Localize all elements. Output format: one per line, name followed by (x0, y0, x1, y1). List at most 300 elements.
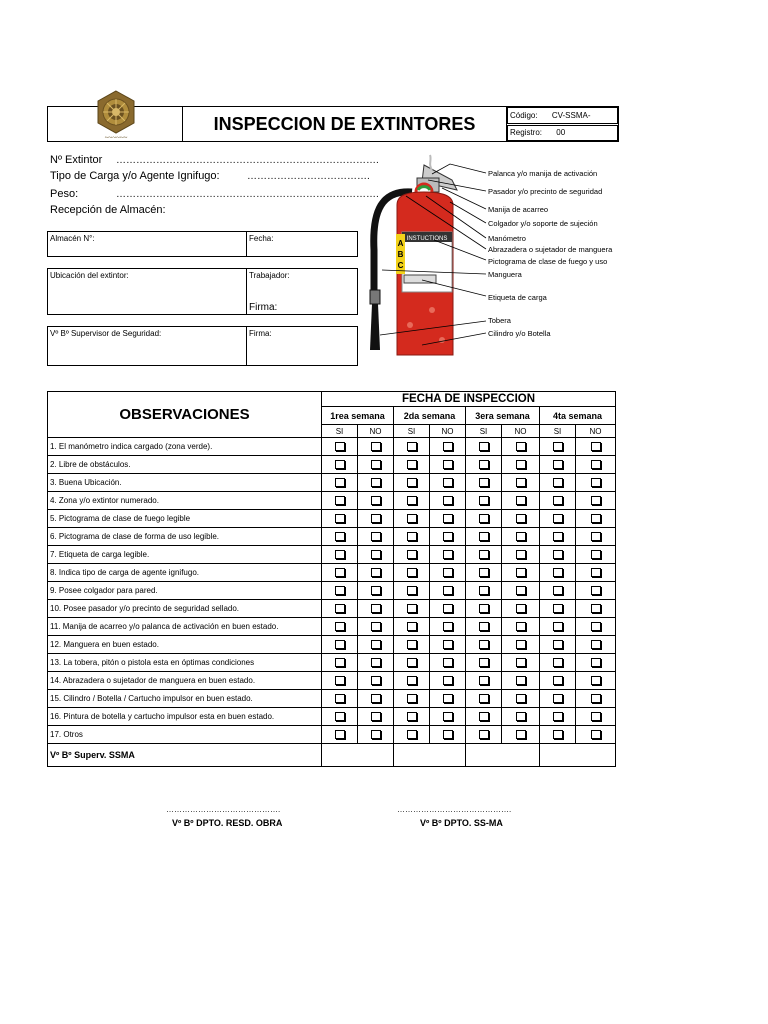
check-cell (576, 474, 616, 492)
fecha-label: Fecha: (249, 234, 274, 243)
firma-label: Firma: (249, 302, 278, 313)
check-cell (322, 474, 358, 492)
checkbox-icon[interactable] (516, 622, 526, 631)
checkbox-icon[interactable] (443, 604, 453, 613)
fecha-inspeccion-header: FECHA DE INSPECCION (322, 392, 616, 407)
signature-line-right[interactable]: ……………………………………. (397, 805, 512, 814)
checkbox-icon[interactable] (516, 694, 526, 703)
table-row (48, 672, 616, 690)
checkbox-icon[interactable] (591, 730, 601, 739)
check-cell (466, 492, 502, 510)
check-cell (430, 492, 466, 510)
checkbox-icon[interactable] (553, 658, 563, 667)
checkbox-icon[interactable] (553, 712, 563, 721)
check-cell (394, 456, 430, 474)
checkbox-icon[interactable] (479, 712, 489, 721)
checkbox-icon[interactable] (479, 658, 489, 667)
table-row (48, 492, 616, 510)
checkbox-icon[interactable] (335, 460, 345, 469)
check-cell (322, 636, 358, 654)
check-cell (466, 510, 502, 528)
checkbox-icon[interactable] (516, 442, 526, 451)
codigo-box (507, 107, 618, 124)
callout-manometro: Manómetro (488, 234, 526, 243)
signature-label-right: Vº Bº DPTO. SS-MA (420, 818, 503, 828)
check-cell (576, 726, 616, 744)
check-cell (540, 528, 576, 546)
checkbox-icon[interactable] (516, 460, 526, 469)
check-cell (466, 690, 502, 708)
checkbox-icon[interactable] (479, 478, 489, 487)
checkbox-icon[interactable] (371, 658, 381, 667)
check-cell (322, 456, 358, 474)
checkbox-icon[interactable] (407, 478, 417, 487)
check-cell (430, 456, 466, 474)
check-cell (322, 528, 358, 546)
observation-item: 4. Zona y/o extintor numerado. (48, 492, 322, 510)
check-cell (430, 672, 466, 690)
week-header: 1rea semana (322, 407, 394, 425)
week-header: 2da semana (394, 407, 466, 425)
check-cell (576, 582, 616, 600)
check-cell (358, 564, 394, 582)
check-cell (358, 582, 394, 600)
checkbox-icon[interactable] (591, 712, 601, 721)
check-cell (466, 636, 502, 654)
checkbox-icon[interactable] (553, 694, 563, 703)
callout-abrazadera: Abrazadera o sujetador de manguera (488, 245, 613, 254)
checkbox-icon[interactable] (371, 442, 381, 451)
checkbox-icon[interactable] (553, 532, 563, 541)
checkbox-icon[interactable] (335, 640, 345, 649)
checkbox-icon[interactable] (443, 676, 453, 685)
checkbox-icon[interactable] (407, 622, 417, 631)
peso-input[interactable]: ……………………………………………………………………. (116, 189, 379, 200)
check-cell (394, 438, 430, 456)
checkbox-icon[interactable] (516, 550, 526, 559)
no-column-header: NO (502, 425, 540, 438)
supervisor-label: Vº Bº Supervisor de Seguridad: (50, 329, 162, 338)
extintor-label: Nº Extintor (50, 154, 103, 166)
checkbox-icon[interactable] (516, 478, 526, 487)
checkbox-icon[interactable] (553, 478, 563, 487)
checkbox-icon[interactable] (443, 694, 453, 703)
checkbox-icon[interactable] (443, 622, 453, 631)
checkbox-icon[interactable] (335, 730, 345, 739)
checkbox-icon[interactable] (443, 712, 453, 721)
checkbox-icon[interactable] (443, 478, 453, 487)
check-cell (502, 600, 540, 618)
checkbox-icon[interactable] (516, 640, 526, 649)
check-cell (502, 672, 540, 690)
checkbox-icon[interactable] (407, 604, 417, 613)
callout-etiqueta: Etiqueta de carga (488, 293, 547, 302)
form-header (47, 106, 619, 142)
observaciones-header: OBSERVACIONES (48, 392, 322, 438)
check-cell (502, 492, 540, 510)
checkbox-icon[interactable] (443, 550, 453, 559)
checkbox-icon[interactable] (553, 460, 563, 469)
checkbox-icon[interactable] (335, 478, 345, 487)
checkbox-icon[interactable] (371, 676, 381, 685)
observation-item: 3. Buena Ubicación. (48, 474, 322, 492)
checkbox-icon[interactable] (553, 730, 563, 739)
checkbox-icon[interactable] (591, 568, 601, 577)
superv-ssma-label: Vº Bº Superv. SSMA (48, 744, 322, 767)
table-row (48, 510, 616, 528)
observation-item: 10. Posee pasador y/o precinto de seguridad sellado. (48, 600, 322, 618)
checkbox-icon[interactable] (443, 460, 453, 469)
check-cell (540, 546, 576, 564)
observation-item: 1. El manómetro indica cargado (zona verde). (48, 438, 322, 456)
si-column-header: SI (540, 425, 576, 438)
checkbox-icon[interactable] (479, 730, 489, 739)
check-cell (576, 672, 616, 690)
table-row (48, 708, 616, 726)
checkbox-icon[interactable] (335, 712, 345, 721)
checkbox-icon[interactable] (443, 730, 453, 739)
check-cell (466, 708, 502, 726)
checkbox-icon[interactable] (371, 712, 381, 721)
checkbox-icon[interactable] (591, 442, 601, 451)
check-cell (540, 474, 576, 492)
check-cell (430, 708, 466, 726)
checkbox-icon[interactable] (591, 514, 601, 523)
check-cell (502, 654, 540, 672)
divider (246, 232, 247, 256)
checkbox-icon[interactable] (443, 640, 453, 649)
checkbox-icon[interactable] (516, 568, 526, 577)
check-cell (430, 564, 466, 582)
svg-text:C: C (397, 261, 404, 270)
check-cell (322, 438, 358, 456)
firma-label: Firma: (249, 329, 272, 338)
check-cell (576, 492, 616, 510)
check-cell (430, 690, 466, 708)
checkbox-icon[interactable] (553, 604, 563, 613)
check-cell (540, 708, 576, 726)
check-cell (394, 618, 430, 636)
superv-signature-cell[interactable] (394, 744, 466, 767)
checkbox-icon[interactable] (591, 604, 601, 613)
checkbox-icon[interactable] (407, 532, 417, 541)
check-cell (394, 492, 430, 510)
checkbox-icon[interactable] (407, 514, 417, 523)
signature-label-left: Vº Bº DPTO. RESD. OBRA (172, 818, 283, 828)
checkbox-icon[interactable] (516, 532, 526, 541)
check-cell (358, 708, 394, 726)
check-cell (502, 726, 540, 744)
codigo-value: CV-SSMA- (551, 111, 591, 120)
checkbox-icon[interactable] (516, 676, 526, 685)
check-cell (466, 564, 502, 582)
superv-signature-cell[interactable] (322, 744, 394, 767)
superv-signature-cell[interactable] (466, 744, 540, 767)
checkbox-icon[interactable] (479, 676, 489, 685)
table-row (48, 618, 616, 636)
registro-value: 00 (556, 128, 566, 137)
check-cell (502, 474, 540, 492)
superv-signature-cell[interactable] (540, 744, 616, 767)
checkbox-icon[interactable] (371, 694, 381, 703)
check-cell (394, 600, 430, 618)
almacen-box (47, 231, 358, 257)
check-cell (394, 546, 430, 564)
checkbox-icon[interactable] (553, 622, 563, 631)
svg-text:B: B (397, 250, 404, 259)
checkbox-icon[interactable] (479, 514, 489, 523)
table-row (48, 636, 616, 654)
checkbox-icon[interactable] (335, 586, 345, 595)
checkbox-icon[interactable] (407, 460, 417, 469)
callout-manguera: Manguera (488, 270, 522, 279)
ubicacion-box (47, 268, 358, 315)
trabajador-label: Trabajador: (249, 271, 290, 280)
checkbox-icon[interactable] (335, 658, 345, 667)
checkbox-icon[interactable] (516, 712, 526, 721)
checkbox-icon[interactable] (553, 550, 563, 559)
check-cell (540, 438, 576, 456)
checkbox-icon[interactable] (407, 676, 417, 685)
checkbox-icon[interactable] (335, 442, 345, 451)
check-cell (394, 564, 430, 582)
observation-item: 12. Manguera en buen estado. (48, 636, 322, 654)
checkbox-icon[interactable] (516, 658, 526, 667)
checkbox-icon[interactable] (591, 496, 601, 505)
divider (246, 327, 247, 365)
check-cell (502, 636, 540, 654)
check-cell (322, 672, 358, 690)
check-cell (322, 564, 358, 582)
checkbox-icon[interactable] (407, 694, 417, 703)
checkbox-icon[interactable] (335, 568, 345, 577)
check-cell (576, 600, 616, 618)
check-cell (576, 708, 616, 726)
check-cell (358, 456, 394, 474)
checkbox-icon[interactable] (591, 532, 601, 541)
checkbox-icon[interactable] (553, 568, 563, 577)
checkbox-icon[interactable] (516, 604, 526, 613)
check-cell (502, 564, 540, 582)
checkbox-icon[interactable] (335, 514, 345, 523)
callout-palanca: Palanca y/o manija de activación (488, 169, 598, 178)
check-cell (466, 618, 502, 636)
checkbox-icon[interactable] (371, 604, 381, 613)
check-cell (358, 690, 394, 708)
checkbox-icon[interactable] (516, 514, 526, 523)
checkbox-icon[interactable] (553, 676, 563, 685)
checkbox-icon[interactable] (479, 640, 489, 649)
checkbox-icon[interactable] (591, 586, 601, 595)
checkbox-icon[interactable] (371, 730, 381, 739)
checkbox-icon[interactable] (479, 496, 489, 505)
checkbox-icon[interactable] (335, 496, 345, 505)
checkbox-icon[interactable] (407, 640, 417, 649)
checkbox-icon[interactable] (335, 622, 345, 631)
check-cell (322, 654, 358, 672)
checkbox-icon[interactable] (335, 694, 345, 703)
callout-colgador: Colgador y/o soporte de sujeción (488, 219, 598, 228)
checkbox-icon[interactable] (516, 730, 526, 739)
checkbox-icon[interactable] (553, 496, 563, 505)
checkbox-icon[interactable] (371, 496, 381, 505)
check-cell (394, 636, 430, 654)
check-cell (576, 636, 616, 654)
checkbox-icon[interactable] (407, 712, 417, 721)
checkbox-icon[interactable] (591, 640, 601, 649)
checkbox-icon[interactable] (443, 442, 453, 451)
check-cell (358, 654, 394, 672)
check-cell (466, 672, 502, 690)
svg-text:A: A (397, 239, 404, 248)
checkbox-icon[interactable] (335, 532, 345, 541)
checkbox-icon[interactable] (335, 676, 345, 685)
checkbox-icon[interactable] (371, 622, 381, 631)
checkbox-icon[interactable] (591, 676, 601, 685)
observation-item: 13. La tobera, pitón o pistola esta en óptimas condiciones (48, 654, 322, 672)
observation-item: 9. Posee colgador para pared. (48, 582, 322, 600)
extintor-input[interactable]: ……………………………………………………………………. (116, 155, 379, 166)
checkbox-icon[interactable] (371, 550, 381, 559)
table-row (48, 474, 616, 492)
si-column-header: SI (394, 425, 430, 438)
checkbox-icon[interactable] (479, 622, 489, 631)
checkbox-icon[interactable] (443, 496, 453, 505)
check-cell (322, 708, 358, 726)
checkbox-icon[interactable] (443, 532, 453, 541)
svg-text:~~~~~~: ~~~~~~ (104, 134, 128, 142)
checkbox-icon[interactable] (407, 586, 417, 595)
si-column-header: SI (322, 425, 358, 438)
checkbox-icon[interactable] (407, 496, 417, 505)
no-column-header: NO (358, 425, 394, 438)
check-cell (430, 654, 466, 672)
check-cell (576, 438, 616, 456)
observation-item: 14. Abrazadera o sujetador de manguera en buen estado. (48, 672, 322, 690)
check-cell (322, 546, 358, 564)
callout-manija: Manija de acarreo (488, 205, 549, 214)
check-cell (576, 546, 616, 564)
checkbox-icon[interactable] (479, 442, 489, 451)
checkbox-icon[interactable] (516, 586, 526, 595)
checkbox-icon[interactable] (371, 514, 381, 523)
table-row (48, 582, 616, 600)
no-column-header: NO (430, 425, 466, 438)
check-cell (430, 438, 466, 456)
check-cell (502, 618, 540, 636)
signature-line-left[interactable]: ……………………………………. (166, 805, 281, 814)
checkbox-icon[interactable] (479, 694, 489, 703)
checkbox-icon[interactable] (443, 658, 453, 667)
checkbox-icon[interactable] (335, 550, 345, 559)
check-cell (540, 654, 576, 672)
callout-cilindro: Cilindro y/o Botella (488, 329, 551, 338)
week-header: 4ta semana (540, 407, 616, 425)
checkbox-icon[interactable] (591, 460, 601, 469)
checkbox-icon[interactable] (479, 568, 489, 577)
check-cell (576, 528, 616, 546)
check-cell (358, 726, 394, 744)
observation-item: 15. Cilindro / Botella / Cartucho impulsor en buen estado. (48, 690, 322, 708)
check-cell (502, 546, 540, 564)
checkbox-icon[interactable] (335, 604, 345, 613)
checkbox-icon[interactable] (443, 586, 453, 595)
checkbox-icon[interactable] (553, 640, 563, 649)
checkbox-icon[interactable] (516, 496, 526, 505)
supervisor-box (47, 326, 358, 366)
tipo-carga-input[interactable]: ………………………………. (247, 171, 370, 182)
check-cell (466, 546, 502, 564)
checkbox-icon[interactable] (443, 514, 453, 523)
check-cell (540, 690, 576, 708)
check-cell (430, 546, 466, 564)
check-cell (540, 636, 576, 654)
checkbox-icon[interactable] (371, 640, 381, 649)
checkbox-icon[interactable] (371, 460, 381, 469)
checkbox-icon[interactable] (407, 550, 417, 559)
check-cell (540, 582, 576, 600)
checkbox-icon[interactable] (553, 586, 563, 595)
check-cell (576, 510, 616, 528)
check-cell (394, 654, 430, 672)
check-cell (322, 690, 358, 708)
checkbox-icon[interactable] (591, 478, 601, 487)
checkbox-icon[interactable] (443, 568, 453, 577)
check-cell (502, 690, 540, 708)
check-cell (394, 672, 430, 690)
check-cell (502, 510, 540, 528)
check-cell (358, 618, 394, 636)
check-cell (502, 708, 540, 726)
divider (246, 269, 247, 314)
checkbox-icon[interactable] (371, 478, 381, 487)
checkbox-icon[interactable] (591, 658, 601, 667)
checkbox-icon[interactable] (479, 532, 489, 541)
table-row (48, 438, 616, 456)
checkbox-icon[interactable] (591, 694, 601, 703)
tipo-carga-label: Tipo de Carga y/o Agente Ignifugo: (50, 170, 220, 182)
checkbox-icon[interactable] (553, 514, 563, 523)
checkbox-icon[interactable] (371, 568, 381, 577)
observation-item: 7. Etiqueta de carga legible. (48, 546, 322, 564)
table-row (48, 690, 616, 708)
almacen-label: Almacén N°: (50, 234, 95, 243)
check-cell (540, 456, 576, 474)
checkbox-icon[interactable] (407, 658, 417, 667)
check-cell (394, 474, 430, 492)
checkbox-icon[interactable] (479, 550, 489, 559)
check-cell (358, 474, 394, 492)
checkbox-icon[interactable] (591, 622, 601, 631)
check-cell (394, 708, 430, 726)
observation-item: 2. Libre de obstáculos. (48, 456, 322, 474)
checkbox-icon[interactable] (371, 532, 381, 541)
checkbox-icon[interactable] (479, 586, 489, 595)
checkbox-icon[interactable] (407, 568, 417, 577)
check-cell (322, 600, 358, 618)
checkbox-icon[interactable] (407, 730, 417, 739)
table-row (48, 564, 616, 582)
check-cell (540, 618, 576, 636)
checkbox-icon[interactable] (371, 586, 381, 595)
check-cell (466, 474, 502, 492)
check-cell (576, 654, 616, 672)
checkbox-icon[interactable] (479, 460, 489, 469)
checkbox-icon[interactable] (591, 550, 601, 559)
checkbox-icon[interactable] (479, 604, 489, 613)
checkbox-icon[interactable] (407, 442, 417, 451)
checkbox-icon[interactable] (553, 442, 563, 451)
